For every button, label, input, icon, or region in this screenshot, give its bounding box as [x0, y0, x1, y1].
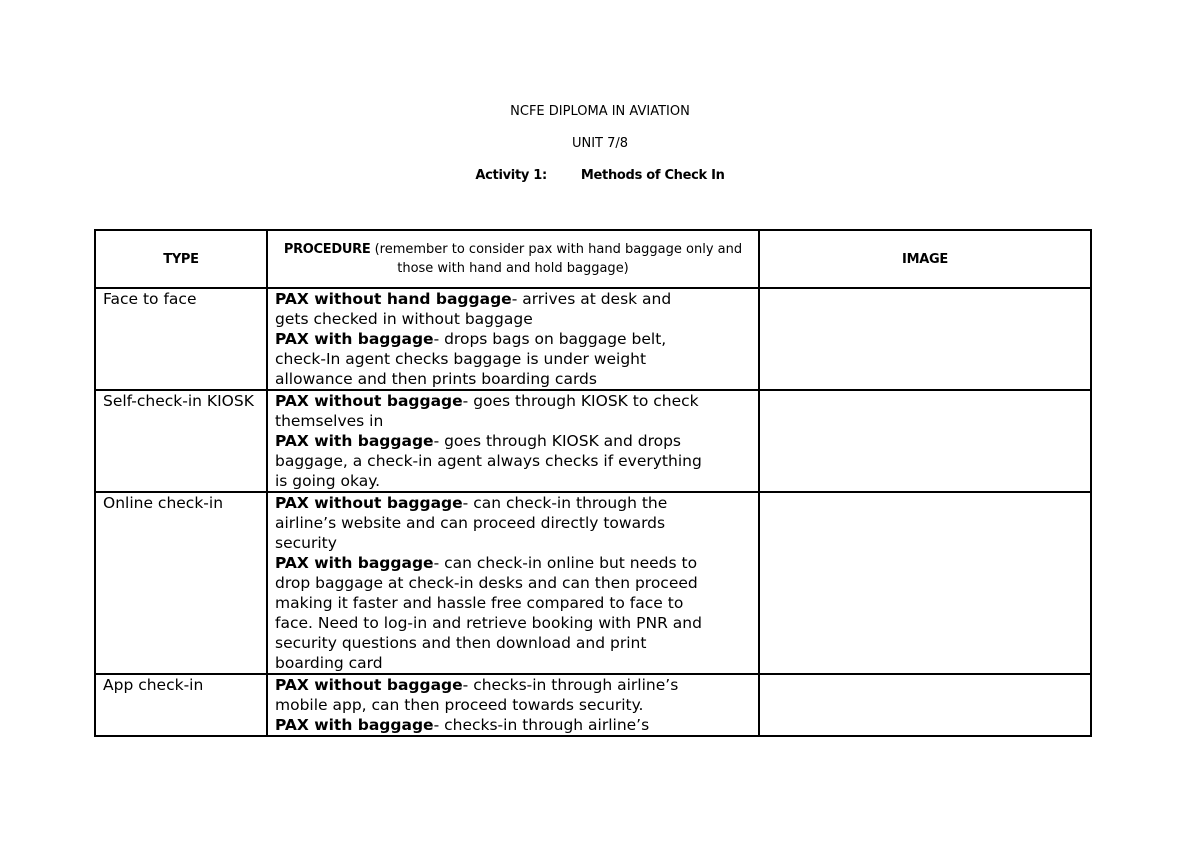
procedure-cell [267, 390, 759, 492]
procedure-text: drop baggage at check-in desks and can then proceed [275, 574, 698, 592]
type-cell: Face to face [95, 288, 267, 390]
procedure-header-note: (remember to consider pax with hand baggage only and those with hand and hold baggage) [374, 242, 743, 276]
column-header-procedure [267, 230, 759, 288]
image-cell [759, 674, 1091, 736]
procedure-line [275, 593, 758, 613]
procedure-text: check-In agent checks baggage is under weight [275, 350, 647, 368]
pax-category-label: PAX with baggage [275, 554, 434, 572]
procedure-cell [267, 492, 759, 674]
procedure-cell [267, 674, 759, 736]
procedure-text: - can check-in online but needs to [433, 554, 698, 572]
pax-category-label: PAX without baggage [275, 676, 463, 694]
procedure-cell [267, 288, 759, 390]
procedure-line [275, 431, 758, 451]
procedure-text: mobile app, can then proceed towards security. [275, 696, 644, 714]
procedure-text: - drops bags on baggage belt, [433, 330, 667, 348]
table-row [95, 492, 1091, 674]
procedure-line [275, 369, 758, 389]
procedure-text: - arrives at desk and [511, 290, 672, 308]
procedure-line [275, 715, 758, 735]
type-cell: App check-in [95, 674, 267, 736]
activity-title: Methods of Check In [580, 168, 725, 183]
procedure-line [275, 289, 758, 309]
procedure-text: security questions and then download and print [275, 634, 647, 652]
procedure-text: face. Need to log-in and retrieve booking with PNR and [275, 614, 702, 632]
check-in-methods-table [94, 229, 1092, 737]
column-header-image: IMAGE [759, 230, 1091, 288]
procedure-text: - goes through KIOSK to check [462, 392, 699, 410]
procedure-line [275, 533, 758, 553]
procedure-text: themselves in [275, 412, 384, 430]
activity-label: Activity 1: [475, 168, 547, 183]
procedure-text: allowance and then prints boarding cards [275, 370, 597, 388]
procedure-text: gets checked in without baggage [275, 310, 533, 328]
type-cell: Self-check-in KIOSK [95, 390, 267, 492]
procedure-line [275, 391, 758, 411]
procedure-line [275, 633, 758, 653]
procedure-text: - goes through KIOSK and drops [433, 432, 682, 450]
procedure-line [275, 471, 758, 491]
table-header-row [95, 230, 1091, 288]
procedure-line [275, 329, 758, 349]
type-cell: Online check-in [95, 492, 267, 674]
pax-category-label: PAX without baggage [275, 392, 463, 410]
procedure-text: making it faster and hassle free compared to face to [275, 594, 684, 612]
document-title: NCFE DIPLOMA IN AVIATION [510, 104, 690, 119]
pax-category-label: PAX without baggage [275, 494, 463, 512]
unit-label: UNIT 7/8 [571, 136, 629, 151]
procedure-line [275, 573, 758, 593]
procedure-line [275, 451, 758, 471]
procedure-line [275, 309, 758, 329]
procedure-line [275, 349, 758, 369]
procedure-text: baggage, a check-in agent always checks if everything [275, 452, 702, 470]
pax-category-label: PAX with baggage [275, 716, 434, 734]
procedure-text: - checks-in through airline’s [433, 716, 650, 734]
procedure-text: boarding card [275, 654, 383, 672]
procedure-line [275, 653, 758, 673]
procedure-line [275, 553, 758, 573]
procedure-header-bold: PROCEDURE [283, 242, 371, 257]
image-cell [759, 390, 1091, 492]
procedure-text: airline’s website and can proceed directly towards [275, 514, 666, 532]
procedure-text: security [275, 534, 337, 552]
activity-heading [0, 168, 1200, 183]
procedure-line [275, 493, 758, 513]
table-row [95, 674, 1091, 736]
pax-category-label: PAX without hand baggage [275, 290, 512, 308]
procedure-line [275, 513, 758, 533]
procedure-text: is going okay. [275, 472, 381, 490]
procedure-text: - can check-in through the [462, 494, 668, 512]
column-header-type: TYPE [95, 230, 267, 288]
image-cell [759, 492, 1091, 674]
pax-category-label: PAX with baggage [275, 330, 434, 348]
procedure-line [275, 613, 758, 633]
procedure-line [275, 411, 758, 431]
table-row [95, 390, 1091, 492]
procedure-line [275, 675, 758, 695]
pax-category-label: PAX with baggage [275, 432, 434, 450]
table-row [95, 288, 1091, 390]
procedure-text: - checks-in through airline’s [462, 676, 679, 694]
procedure-line [275, 695, 758, 715]
image-cell [759, 288, 1091, 390]
